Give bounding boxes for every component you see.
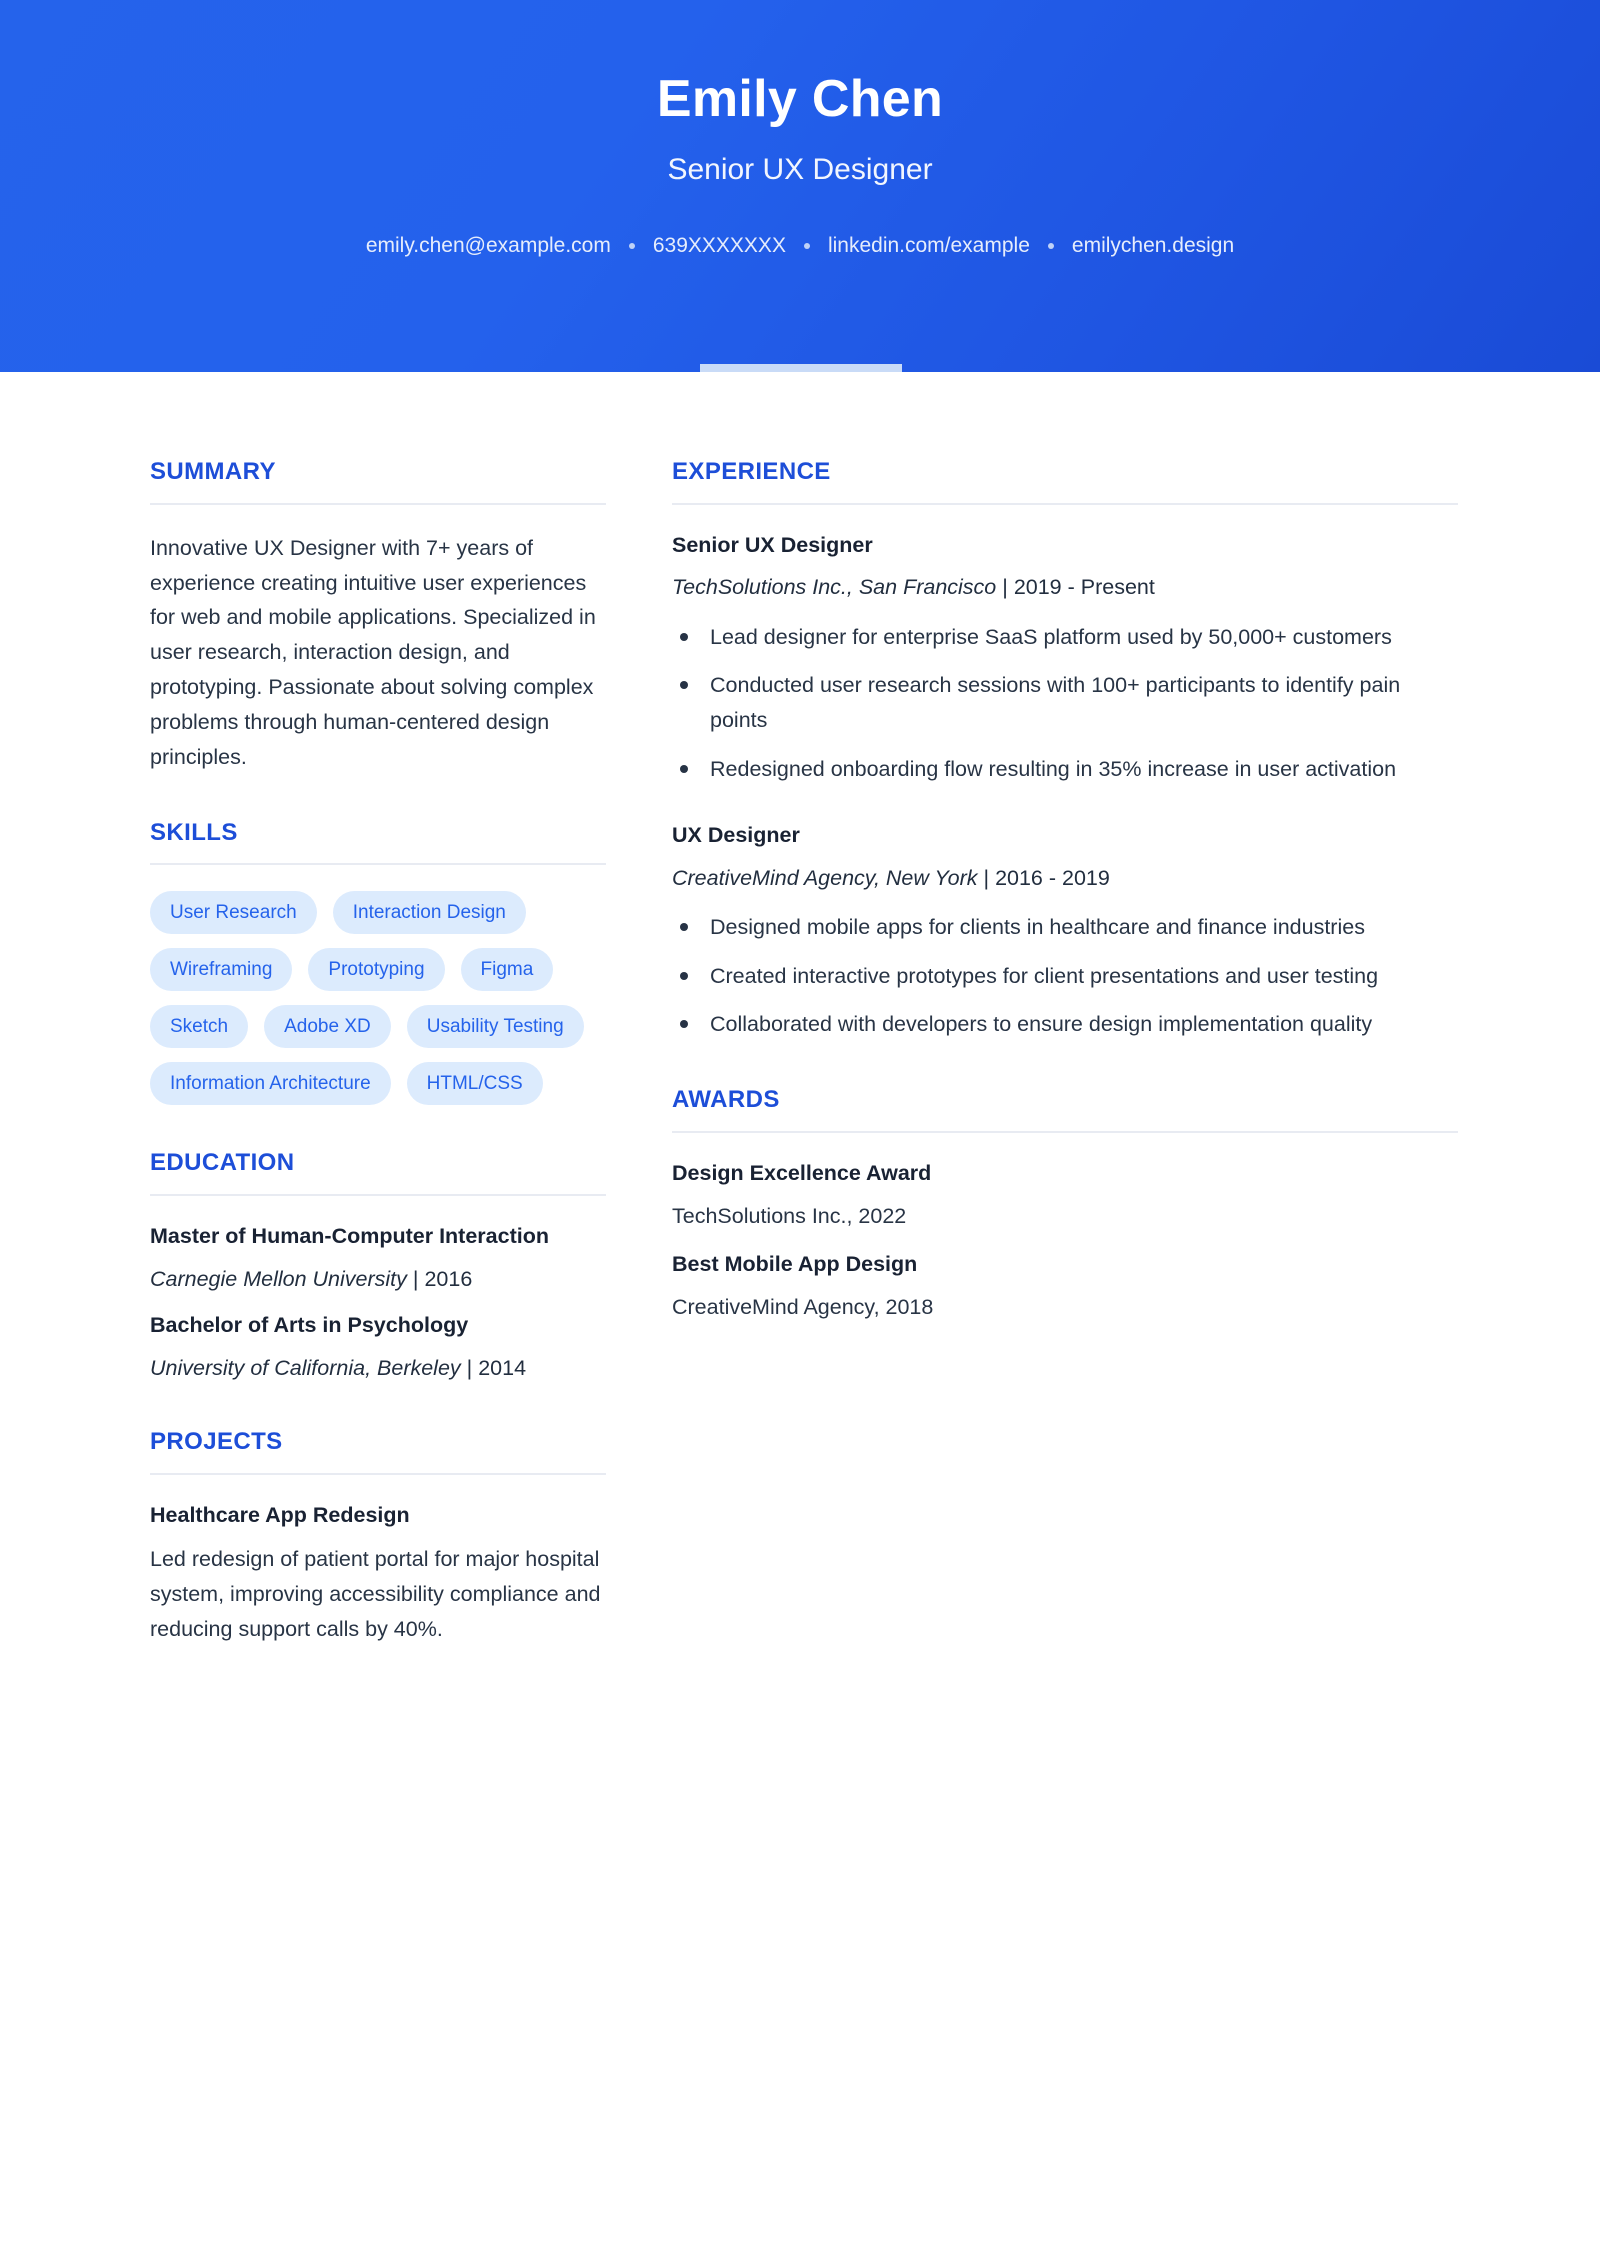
experience-entry: [672, 821, 1458, 1042]
education-separator: |: [460, 1355, 479, 1380]
experience-entry: [672, 531, 1458, 787]
skill-chip: User Research: [150, 891, 317, 934]
section-experience: [672, 458, 1458, 1042]
education-entry: [150, 1311, 606, 1384]
experience-company-dates: [672, 572, 1458, 603]
education-year: 2014: [478, 1355, 527, 1380]
contact-item[interactable]: emilychen.design: [1071, 234, 1235, 258]
experience-role: Senior UX Designer: [672, 532, 873, 557]
project-name: Healthcare App Redesign: [150, 1502, 410, 1527]
experience-separator: |: [996, 575, 1014, 600]
skill-chip: Prototyping: [308, 948, 444, 991]
experience-dates: 2016 - 2019: [995, 865, 1110, 890]
education-entry: [150, 1222, 606, 1295]
left-column: [150, 458, 606, 1647]
experience-bullet: Created interactive prototypes for client presentations and user testing: [672, 959, 1458, 994]
education-school-year: [150, 1264, 606, 1295]
education-year: 2016: [424, 1266, 473, 1291]
education-school: Carnegie Mellon University: [150, 1266, 407, 1291]
experience-dates: 2019 - Present: [1013, 575, 1155, 600]
education-degree: Master of Human-Computer Interaction: [150, 1224, 549, 1249]
experience-bullet: Collaborated with developers to ensure design implementation quality: [672, 1007, 1458, 1042]
project-entry: [150, 1501, 606, 1647]
section-summary: [150, 458, 606, 775]
header-accent-bar: [700, 364, 902, 372]
award-entry: [672, 1250, 1458, 1323]
experience-bullet-list: [672, 910, 1458, 1042]
award-detail: TechSolutions Inc., 2022: [672, 1203, 907, 1228]
award-list: [672, 1159, 1458, 1323]
skill-chip: Figma: [461, 948, 554, 991]
skill-chip: HTML/CSS: [407, 1062, 543, 1105]
section-title-skills: SKILLS: [150, 819, 606, 866]
skill-chip: Wireframing: [150, 948, 292, 991]
candidate-name: Emily Chen: [656, 70, 944, 128]
education-degree: Bachelor of Arts in Psychology: [150, 1313, 469, 1338]
section-title-experience: EXPERIENCE: [672, 458, 1458, 505]
award-name: Best Mobile App Design: [672, 1251, 918, 1276]
skill-chip: Usability Testing: [407, 1005, 584, 1048]
section-title-education: EDUCATION: [150, 1149, 606, 1196]
award-entry: [672, 1159, 1458, 1232]
section-education: [150, 1149, 606, 1383]
experience-bullet: Lead designer for enterprise SaaS platform used by 50,000+ customers: [672, 620, 1458, 655]
skill-chip: Information Architecture: [150, 1062, 391, 1105]
education-list: [150, 1222, 606, 1384]
contact-item[interactable]: emily.chen@example.com: [365, 234, 611, 258]
education-school: University of California, Berkeley: [150, 1355, 461, 1380]
experience-company-dates: [672, 863, 1458, 894]
skill-chip: Adobe XD: [264, 1005, 391, 1048]
project-list: [150, 1501, 606, 1647]
education-school-year: [150, 1353, 606, 1384]
candidate-job-title: Senior UX Designer: [667, 153, 933, 187]
experience-bullet: Designed mobile apps for clients in healthcare and finance industries: [672, 910, 1458, 945]
section-title-projects: PROJECTS: [150, 1428, 606, 1475]
right-column: [672, 458, 1458, 1341]
contact-separator-dot: [804, 243, 810, 249]
summary-text: Innovative UX Designer with 7+ years of experience creating intuitive user experiences for web and mobile applications. Specialized in user research, interaction design, and prototyping. Passionate about solving complex problems through human-centered design principles.: [150, 535, 596, 769]
education-separator: |: [406, 1266, 425, 1291]
resume-body: [0, 372, 1600, 1707]
experience-company: CreativeMind Agency, New York: [672, 865, 978, 890]
section-title-awards: AWARDS: [672, 1086, 1458, 1133]
contact-item[interactable]: linkedin.com/example: [827, 234, 1030, 258]
section-awards: [672, 1086, 1458, 1322]
award-detail: CreativeMind Agency, 2018: [672, 1294, 934, 1319]
skill-chip-list: [150, 891, 606, 1105]
experience-bullet-list: [672, 620, 1458, 787]
contact-row: [60, 232, 1540, 259]
section-title-summary: SUMMARY: [150, 458, 606, 505]
skill-chip: Sketch: [150, 1005, 248, 1048]
skill-chip: Interaction Design: [333, 891, 526, 934]
experience-bullet: Conducted user research sessions with 100+ participants to identify pain points: [672, 668, 1458, 738]
experience-role: UX Designer: [672, 822, 800, 847]
experience-separator: |: [977, 865, 996, 890]
award-name: Design Excellence Award: [672, 1161, 932, 1186]
contact-separator-dot: [1048, 243, 1054, 249]
experience-list: [672, 531, 1458, 1042]
resume-header: [0, 0, 1600, 372]
experience-company: TechSolutions Inc., San Francisco: [672, 575, 997, 600]
section-skills: [150, 819, 606, 1106]
project-description: Led redesign of patient portal for major hospital system, improving accessibility compliance and reducing support calls by 40%.: [150, 1547, 601, 1641]
contact-item[interactable]: 639XXXXXXX: [652, 234, 786, 258]
contact-separator-dot: [629, 243, 635, 249]
experience-bullet: Redesigned onboarding flow resulting in 35% increase in user activation: [672, 752, 1458, 787]
section-projects: [150, 1428, 606, 1647]
